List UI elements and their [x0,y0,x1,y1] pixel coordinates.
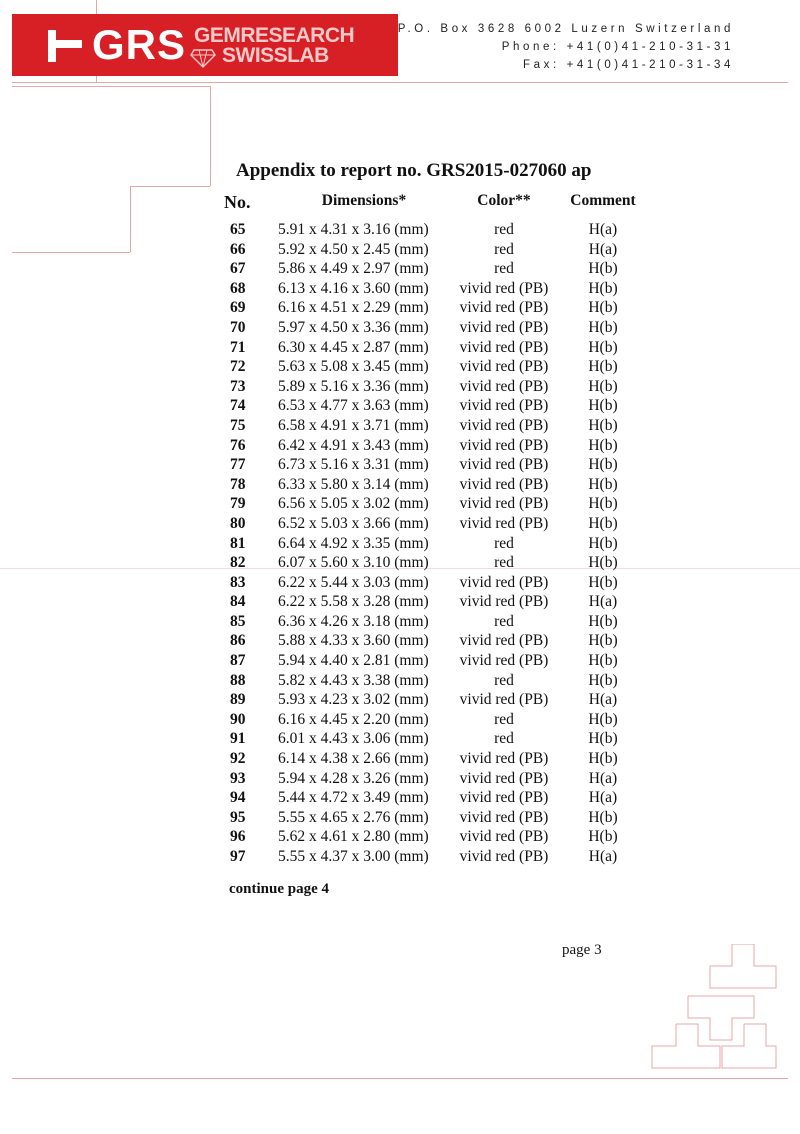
cell-comment: H(b) [588,299,618,317]
cell-comment: H(b) [588,358,618,376]
cell-color: vivid red (PB) [459,808,549,826]
table-row [222,220,648,240]
cell-comment: H(b) [588,612,618,630]
cell-dimensions: 6.01 x 4.43 x 3.06 (mm) [278,730,429,748]
header-rule [12,82,788,83]
table-row [222,396,648,416]
diamond-icon [190,48,216,68]
cell-color: vivid red (PB) [459,848,549,865]
cell-color: red [494,240,514,258]
table-row [222,749,648,769]
cell-no: 84 [230,593,246,611]
table-row [222,259,648,279]
cell-no: 72 [230,358,246,376]
cell-no: 73 [230,377,246,395]
cell-color: vivid red (PB) [459,691,549,709]
cell-no: 78 [230,475,246,493]
cell-color: vivid red (PB) [459,828,549,846]
cell-no: 82 [230,554,246,572]
cell-color: vivid red (PB) [459,475,549,493]
frame-line-h1 [12,86,210,87]
cell-comment: H(b) [588,514,618,532]
table-row [222,631,648,651]
cell-color: vivid red (PB) [459,397,549,415]
cell-color: red [494,260,514,278]
table-row [222,827,648,847]
cell-color: vivid red (PB) [459,769,549,787]
cell-comment: H(b) [588,377,618,395]
cell-color: red [494,554,514,572]
cell-comment: H(b) [588,652,618,670]
cell-color: vivid red (PB) [459,456,549,474]
cell-color: vivid red (PB) [459,789,549,807]
cell-color: vivid red (PB) [459,436,549,454]
address-line: P.O. Box 3628 6002 Luzern Switzerland [397,23,734,35]
cell-comment: H(b) [588,573,618,591]
cell-color: vivid red (PB) [459,573,549,591]
cell-no: 71 [230,338,246,356]
cell-color: vivid red (PB) [459,593,549,611]
column-header-dimensions: Dimensions* [321,192,407,209]
cell-comment: H(b) [588,534,618,552]
column-header-color: Color** [477,192,531,209]
cell-no: 87 [230,652,246,670]
cell-no: 65 [230,221,246,238]
cell-comment: H(b) [588,730,618,748]
table-row [222,377,648,397]
table-row [222,847,648,867]
cell-color: red [494,221,514,238]
cell-no: 69 [230,299,246,317]
cell-dimensions: 6.73 x 5.16 x 3.31 (mm) [278,456,429,474]
cell-no: 67 [230,260,246,278]
cell-comment: H(a) [588,691,618,709]
cell-comment: H(b) [588,554,618,572]
table-row [222,573,648,593]
table-header-row [222,192,648,220]
frame-line-v2 [130,186,131,252]
column-header-no: No. [224,192,251,212]
cell-comment: H(b) [588,279,618,297]
cell-color: red [494,730,514,748]
page-number: page 3 [562,942,602,958]
table-row [222,318,648,338]
cell-dimensions: 6.53 x 4.77 x 3.63 (mm) [278,397,429,415]
table-row [222,534,648,554]
logo-line-1: GEMRESEARCH [194,24,355,47]
cell-no: 88 [230,671,246,689]
frame-line-h2 [130,186,210,187]
cell-no: 89 [230,691,246,709]
cell-no: 90 [230,710,246,728]
cell-dimensions: 6.13 x 4.16 x 3.60 (mm) [278,279,429,297]
cell-dimensions: 5.94 x 4.40 x 2.81 (mm) [278,652,429,670]
cell-comment: H(a) [588,789,618,807]
cell-dimensions: 6.16 x 4.51 x 2.29 (mm) [278,299,429,317]
cell-no: 91 [230,730,246,748]
cell-no: 93 [230,769,246,787]
table-row [222,436,648,456]
cell-comment: H(b) [588,808,618,826]
cell-color: vivid red (PB) [459,318,549,336]
cell-no: 97 [230,848,246,865]
footer-rule [12,1078,788,1079]
footer-decoration [648,944,778,1074]
table-row [222,729,648,749]
cell-dimensions: 5.94 x 4.28 x 3.26 (mm) [278,769,429,787]
cell-no: 83 [230,573,246,591]
cell-color: vivid red (PB) [459,358,549,376]
cell-color: vivid red (PB) [459,338,549,356]
cell-color: vivid red (PB) [459,299,549,317]
table-row [222,514,648,534]
cell-no: 79 [230,495,246,513]
cell-dimensions: 5.55 x 4.37 x 3.00 (mm) [278,848,429,865]
cell-comment: H(b) [588,456,618,474]
cell-no: 74 [230,397,246,415]
cell-dimensions: 5.86 x 4.49 x 2.97 (mm) [278,260,429,278]
column-header-comment: Comment [570,192,636,209]
cell-color: red [494,534,514,552]
cell-color: red [494,671,514,689]
cell-dimensions: 6.56 x 5.05 x 3.02 (mm) [278,495,429,513]
cell-dimensions: 5.44 x 4.72 x 3.49 (mm) [278,789,429,807]
table-row [222,455,648,475]
cell-dimensions: 6.14 x 4.38 x 2.66 (mm) [278,750,429,768]
frame-line-h3 [12,252,130,253]
cell-comment: H(a) [588,769,618,787]
fax-line: Fax: +41(0)41-210-31-34 [523,59,734,71]
table-row [222,808,648,828]
logo-band [12,14,398,76]
logo-text: GRS [92,21,187,68]
table-row [222,475,648,495]
cell-dimensions: 6.58 x 4.91 x 3.71 (mm) [278,416,429,434]
table-row [222,298,648,318]
cell-comment: H(a) [588,240,618,258]
cell-no: 80 [230,514,246,532]
cell-no: 94 [230,789,246,807]
cell-no: 75 [230,416,246,434]
cell-color: vivid red (PB) [459,377,549,395]
cell-dimensions: 6.36 x 4.26 x 3.18 (mm) [278,612,429,630]
cell-no: 81 [230,534,246,552]
cell-color: vivid red (PB) [459,652,549,670]
table-row [222,671,648,691]
cell-dimensions: 6.52 x 5.03 x 3.66 (mm) [278,514,429,532]
cell-comment: H(b) [588,828,618,846]
cell-no: 66 [230,240,246,258]
appendix-table [222,192,648,867]
table-row [222,710,648,730]
table-row [222,788,648,808]
cell-dimensions: 5.89 x 5.16 x 3.36 (mm) [278,377,429,395]
table-row [222,553,648,573]
cell-comment: H(b) [588,436,618,454]
cell-color: vivid red (PB) [459,416,549,434]
cell-no: 77 [230,456,246,474]
cell-comment: H(a) [588,848,618,865]
cell-dimensions: 6.22 x 5.58 x 3.28 (mm) [278,593,429,611]
cell-comment: H(b) [588,671,618,689]
page-title: Appendix to report no. GRS2015-027060 ap [236,160,592,181]
cell-color: red [494,710,514,728]
cell-color: red [494,612,514,630]
cell-color: vivid red (PB) [459,750,549,768]
cell-no: 70 [230,318,246,336]
cell-dimensions: 6.22 x 5.44 x 3.03 (mm) [278,573,429,591]
cell-no: 92 [230,750,246,768]
table-body [222,220,648,867]
cell-dimensions: 6.30 x 4.45 x 2.87 (mm) [278,338,429,356]
table-row [222,651,648,671]
cell-dimensions: 6.33 x 5.80 x 3.14 (mm) [278,475,429,493]
cell-no: 96 [230,828,246,846]
cell-comment: H(b) [588,338,618,356]
table-row [222,769,648,789]
cell-color: vivid red (PB) [459,279,549,297]
table-row [222,338,648,358]
table-row [222,240,648,260]
table-row [222,279,648,299]
cell-no: 68 [230,279,246,297]
grs-logo-mark-icon [44,26,84,66]
cell-comment: H(b) [588,750,618,768]
cell-dimensions: 5.88 x 4.33 x 3.60 (mm) [278,632,429,650]
cell-comment: H(b) [588,318,618,336]
cell-dimensions: 5.82 x 4.43 x 3.38 (mm) [278,671,429,689]
cell-dimensions: 6.07 x 5.60 x 3.10 (mm) [278,554,429,572]
cell-color: vivid red (PB) [459,632,549,650]
cell-dimensions: 6.16 x 4.45 x 2.20 (mm) [278,710,429,728]
cell-comment: H(b) [588,397,618,415]
cell-dimensions: 5.63 x 5.08 x 3.45 (mm) [278,358,429,376]
cell-dimensions: 6.64 x 4.92 x 3.35 (mm) [278,534,429,552]
cell-comment: H(b) [588,475,618,493]
frame-line-v1 [210,86,211,186]
cell-no: 86 [230,632,246,650]
cell-comment: H(b) [588,495,618,513]
phone-line: Phone: +41(0)41-210-31-31 [501,41,734,53]
cell-color: vivid red (PB) [459,495,549,513]
cell-dimensions: 5.91 x 4.31 x 3.16 (mm) [278,221,429,238]
cell-comment: H(b) [588,260,618,278]
continue-note: continue page 4 [229,881,330,897]
table-row [222,690,648,710]
cell-comment: H(a) [588,593,618,611]
cell-comment: H(b) [588,416,618,434]
table-row [222,494,648,514]
cell-dimensions: 5.62 x 4.61 x 2.80 (mm) [278,828,429,846]
table-row [222,592,648,612]
cell-dimensions: 5.92 x 4.50 x 2.45 (mm) [278,240,429,258]
cell-dimensions: 5.55 x 4.65 x 2.76 (mm) [278,808,429,826]
table-row [222,416,648,436]
cell-comment: H(b) [588,710,618,728]
cell-dimensions: 5.97 x 4.50 x 3.36 (mm) [278,318,429,336]
table-row [222,357,648,377]
cell-color: vivid red (PB) [459,514,549,532]
cell-no: 95 [230,808,246,826]
table-row [222,612,648,632]
cell-no: 76 [230,436,246,454]
cell-dimensions: 5.93 x 4.23 x 3.02 (mm) [278,691,429,709]
cell-dimensions: 6.42 x 4.91 x 3.43 (mm) [278,436,429,454]
cell-comment: H(a) [588,221,618,238]
cell-no: 85 [230,612,246,630]
logo-line-2: SWISSLAB [222,44,329,67]
cell-comment: H(b) [588,632,618,650]
